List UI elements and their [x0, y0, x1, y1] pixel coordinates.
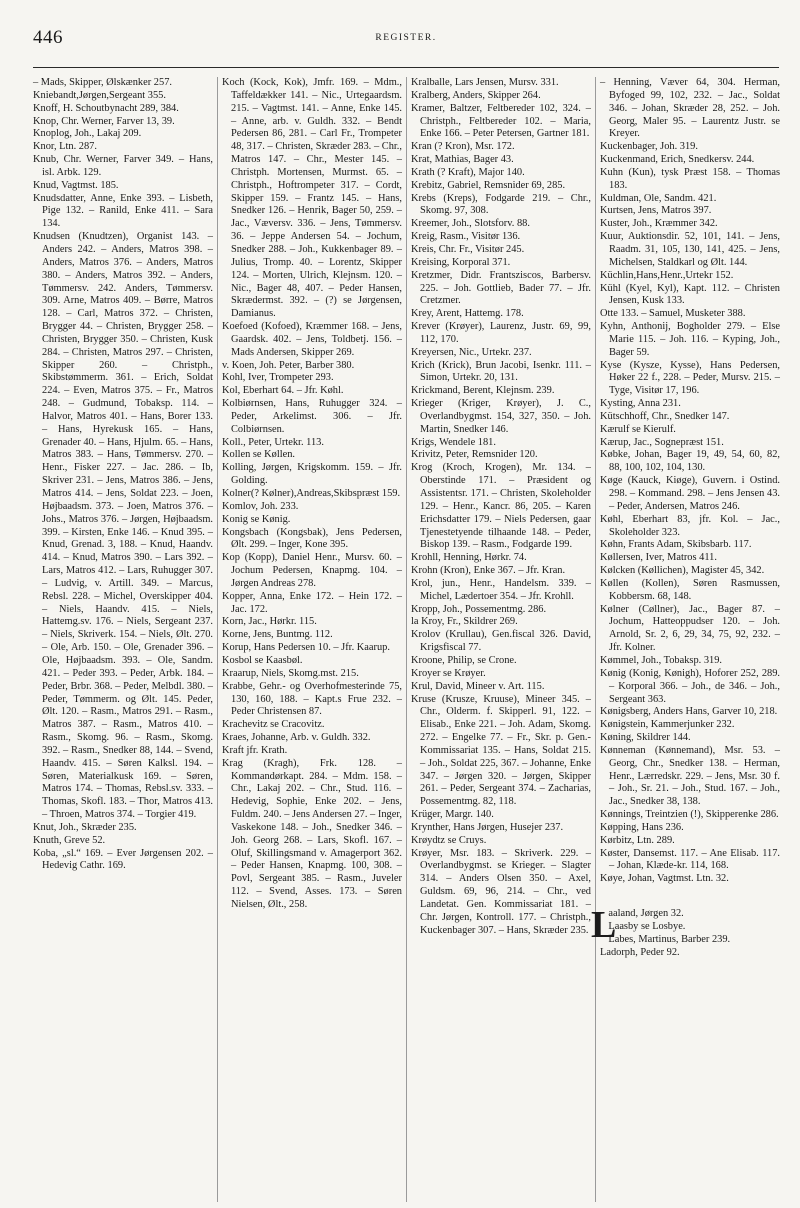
index-entry: Korn, Jac., Hørkr. 115. [222, 616, 317, 628]
index-entry: Kuster, Joh., Kræmmer 342. [600, 218, 718, 230]
index-entry: Krohn (Kron), Enke 367. – Jfr. Kran. [411, 565, 566, 577]
index-entry: Kørbitz, Ltn. 289. [600, 834, 675, 846]
section-initial: L [591, 904, 617, 947]
index-entry: Krog (Kroch, Krogen), Mr. 134. – Oberstinde 171. – Præsident og Assistentsr. 171. – Christen, Skoleholder 129. – Henr., Kancr. 86, 205. – Karen Erichsdatter 179. – Niels Pedersen, gaar Tjenestetyende tilhaande 148. – Peder, Biskop 139. – Rasm., Fodgarde 199. [411, 462, 591, 551]
index-entry: Krag (Kragh), Frk. 128. – Kommandørkapt. 284. – Mdm. 158. – Chr., Lakaj 202. – Chr., Stud. 116. – Hedevig, Sophie, Enke 202. – Jens, Fuldm. 240. – Jens Andersen 27. – Inger, Vaskekone 148. – Joh., Snedker 346. – Joh. Georg 268. – Lars, Skofl. 167. – Oluf, Skillingsmand v. Amagerport 362. – Peder Hansen, Knapmg. 100, 308. – Povl, Sergeant 385. – Rasm., Juveler 112. – Svend, Asses. 173. – Søren Nielsen, Ølt., 258. [222, 757, 402, 910]
index-entry: Kralberg, Anders, Skipper 264. [411, 89, 541, 101]
index-entry: Kran (? Kron), Msr. 172. [411, 141, 515, 153]
index-entry: Kølcken (Køllichen), Magister 45, 342. [600, 565, 765, 577]
index-entry: Kønigstein, Kammerjunker 232. [600, 719, 735, 731]
index-entry: Kop (Kopp), Daniel Henr., Mursv. 60. – Jochum Pedersen, Knapmg. 104. – Jørgen Andreas 278. [222, 552, 402, 589]
index-entry: Kønig (Konig, Kønigh), Hoforer 252, 289. – Korporal 366. – Joh., de 346. – Joh., Sergeant 363. [600, 667, 780, 705]
section-l [591, 904, 780, 959]
index-columns [33, 77, 779, 1202]
index-entry: Kroone, Philip, se Crone. [411, 654, 517, 666]
index-entry: Køhn, Frants Adam, Skibsbarb. 117. [600, 539, 752, 551]
index-entry: Kuckenmand, Erich, Snedkersv. 244. [600, 154, 755, 166]
index-entry: Kuldman, Ole, Sandm. 421. [600, 192, 717, 204]
index-entry: Knor, Ltn. 287. [33, 141, 97, 153]
page-header [33, 27, 779, 49]
index-entry: Kohl, Iver, Trompeter 293. [222, 372, 334, 384]
index-entry: Kysting, Anna 231. [600, 398, 681, 410]
index-entry: Kramer, Baltzer, Feltbereder 102, 324. – Christph., Feltbereder 102. – Maria, Enke 166. – Peter Petersen, Gartner 181. [411, 102, 591, 140]
index-column-4 [591, 77, 780, 1202]
index-entry: Korne, Jens, Buntmg. 112. [222, 629, 333, 641]
index-entry: Koch (Kock, Kok), Jmfr. 169. – Mdm., Taffeldækker 141. – Nic., Urtegaardsm. 215. – Vagtmst. 141. – Anne, Enke 145. – Anne, arb. v. Guldh. 332. – Bendt Pedersen 86, 281. – Carl Fr., Trompeter 48, 317. – Christen, Skræder 283. – Chr., Matros 147. – Chr., Mester 145. – Christph. Mortensen, Murmst. 65. – Christph., Hoftrompeter 317. – Cordt, Skipper 159. – Frantz 145. – Hans, Snedker 126. – Henrik, Bager 50, 259. – Jac., Væversv. 336. – Jens, Tømmersv. 36. – Jeppe Andersen 54. – Jochum, Snedker 288. – Joh., Kukkenbager 89. – Julius, Tromp. 40. – Lorentz, Skipper 124. – Morten, Ulrich, Klejnsm. 120. – Nic., Bager 48, 407. – Peder Hansen, Skrædermst. 392. – (?) se Jørgensen, Damianus. [222, 77, 402, 320]
index-entry: Krieger (Kriger, Krøyer), J. C., Overlandbygmst. 154, 327, 350. – Joh. Martin, Snedker 146. [411, 398, 591, 435]
index-entry-text: aaland, Jørgen 32. [608, 908, 684, 920]
index-entry: Krøyer, Msr. 183. – Skriverk. 229. – Overlandbygmst. se Krieger. – Slagter 314. – Anders Olsen 350. – Axel, Guldsm. 69, 96, 214. – Chr., ved Landetat. Gen. Kommissariat 181. – Chr. Jørgen, Kontroll. 177. – Christph., Kuckenbager 307. – Hans, Skræder 235. [411, 847, 591, 936]
index-entry: Kuur, Auktionsdir. 52, 101, 141. – Jens, Raadm. 31, 105, 130, 141, 425. – Jens, Michelsen, Staldkarl og Ølt. 144. [600, 231, 780, 268]
index-entry: Kuckenbager, Joh. 319. [600, 141, 698, 153]
index-entry: Kütschhoff, Chr., Snedker 147. [600, 410, 730, 422]
index-column-2 [222, 77, 402, 1202]
index-entry: Kønneman (Kønnemand), Msr. 53. – Georg, Chr., Snedker 138. – Herman, Henr., Lærredskr. 229. – Jens, Msr. 30 f. – Joh., Sr. 21. – Joh., Stud. 167. – Joh., Jac., Snedker 38, 138. [600, 744, 780, 808]
index-entry: Køllersen, Iver, Matros 411. [600, 552, 717, 564]
index-entry: Krüger, Margr. 140. [411, 809, 494, 821]
index-entry: Knudsen (Knudtzen), Organist 143. – Anders 242. – Anders, Matros 398. – Anders, Matros 376. – Anders, Matros 380. – Anders, Matros 392. – Anders, Tømmersv. 242. Anders, Tømmersv. 309. Arne, Matros 409. – Børre, Matros 128. – Carl, Matros 372. – Christen, Brygger 44. – Christen, Brygger 258. – Christen, Brygger 350. – Christen, Kusk 284. – Christen, Matros 297. – Christen, Skipper 260. – Christph., Skibstømmerm. 361. – Erich, Soldat 224. – Even, Matros 375. – Fr., Matros 248. – Gudmund, Tobaksp. 114. – Halvor, Matros 401. – Hans, Borer 133. – Hans, Hyrekusk 165. – Hans, Grenader 40. – Hans, Hjulm. 65. – Hans, Matros 383. – Hans, Tømmersv. 270. – Henr., Fisker 227. – Jac. 286. – Ib, Skriver 231. – Jens, Matros 386. – Jens, Matros 414. – Jens, Soldat 223. – Joen, Højbaadsm. 373. – Joen, Matros 376. – Johs., Matros 376. – Jørgen, Højbaadsm. 399. – Kirsten, Enke 146. – Knud 395. – Knud, Grenad. 3, 188. – Knud, Haandv. 414. – Knud, Matros 390. – Lars 392. – Lars, Matros 412. – Lars, Ruhugger 307. – Ludvig, v. Artill. 349. – Marcus, Rebsl. 228. – Michel, Overskipper 404. – Niels, Haandv. 415. – Niels, Hattemg.sv. 176. – Niels, Sergeant 237. – Niels, Skriverk. 154. – Niels, Ølt. 270. – Ole, Arb. 150. – Ole, Grenader 396. – Ole, Højbaadsm. 393. – Ole, Sandm. 421. – Peder 393. – Peder, Arbk. 184. – Peder, Brbr. 368. – Peder, Melbdl. 380. – Peder, Tømmerm. og Ølt. 145. Peder, Ølt. 120. – Rasm., Matros 291. – Rasm., Matros 387. – Rasm., Matros 410. – Rasm., Skomg. 96. – Rasm., Skomg. 392. – Rasm., Snedker 88, 144. – Svend, Haandv. 415. – Søren Kalksl. 194. – Søren, Materialkusk 169. – Søren, Matros 174. – Thomas, Rebsl.sv. 333. – Thomas, Skofl. 183. – Thor, Matros 413. – Throen, Matros 374. – Torgier 419. [33, 231, 213, 821]
index-entry: Kopper, Anna, Enke 172. – Hein 172. – Jac. 172. [222, 590, 402, 615]
index-entry: Krachevitz se Cracovitz. [222, 719, 325, 731]
index-entry: Kosbol se Kaasbøl. [222, 654, 303, 666]
index-entry: Labes, Martinus, Barber 239. [608, 933, 731, 945]
index-entry: v. Koen, Joh. Peter, Barber 380. [222, 359, 355, 371]
index-entry: Kollen se Køllen. [222, 449, 296, 461]
index-entry: Laasby se Losbye. [608, 921, 686, 932]
index-entry: Kruse (Krusze, Kruuse), Mineer 345. – Chr., Olderm. f. Skipperl. 91, 122. – Elisab., Enke 221. – Joh. Adam, Skomg. 272. – Engelke 77. – Fr., Skr. p. Gen.-Kommissariat 135. – Hans, Soldat 215. – Joh., Soldat 225, 367. – Johanne, Enke 347. – Jørgen 320. – Jørgen, Skipper 261. – Peder, Sergeant 374. – Zacharias, Possementmg. 82, 118. [411, 693, 591, 808]
index-entry: Kyse (Kysze, Kysse), Hans Pedersen, Høker 22 f., 228. – Peder, Mursv. 215. – Tyge, Visitør 17, 196. [600, 359, 780, 397]
index-entry: Køye, Johan, Vagtmst. Ltn. 32. [600, 873, 729, 885]
index-entry: Kølner (Cøllner), Jac., Bager 87. – Jochum, Hatteoppudser 120. – Joh. Arnold, Sr. 2, 6, 29, 34, 75, 92, 232. – Jfr. Kolner. [600, 603, 780, 654]
index-entry: la Kroy, Fr., Skildrer 269. [411, 616, 518, 628]
index-entry: Køpping, Hans 236. [600, 821, 684, 833]
column-divider [217, 77, 218, 1202]
header-rule [33, 67, 779, 68]
index-entry: Krul, David, Mineer v. Art. 115. [411, 680, 545, 692]
index-entry: Konig se Kønig. [222, 513, 291, 525]
index-entry: Knop, Chr. Werner, Farver 13, 39. [33, 115, 175, 127]
index-entry: Knub, Chr. Werner, Farver 349. – Hans, isl. Arbk. 129. [33, 154, 213, 178]
index-entry: Küchlin,Hans,Henr.,Urtekr 152. [600, 269, 734, 281]
index-entry: Kærup, Jac., Sognepræst 151. [600, 436, 724, 448]
index-entry: Kol, Eberhart 64. – Jfr. Køhl. [222, 385, 344, 397]
index-column-3 [411, 77, 591, 1202]
index-entry: Kønnings, Treintzien (!), Skipperenke 286. [600, 809, 779, 821]
index-entry: Kongsbach (Kongsbak), Jens Pedersen, Ølt. 299. – Inger, Kone 395. [222, 526, 402, 551]
index-entry: Koba, „sl.“ 169. – Ever Jørgensen 202. – Hedevig Cathr. 169. [33, 847, 213, 872]
index-entry: Krich (Krick), Brun Jacobi, Isenkr. 111. – Simon, Urtekr. 20, 131. [411, 359, 591, 384]
index-entry: Krynther, Hans Jørgen, Husejer 237. [411, 821, 564, 833]
index-entry: Kretzmer, Didr. Frantsziscos, Barbersv. 225. – Joh. Gottlieb, Bader 77. – Jfr. Cretzmer. [411, 269, 591, 307]
index-entry: Kralballe, Lars Jensen, Mursv. 331. [411, 77, 559, 88]
index-column-1 [33, 77, 213, 1202]
index-entry: Komlov, Joh. 233. [222, 500, 299, 512]
index-entry: Kolbiørnsen, Hans, Ruhugger 324. – Peder, Arkelimst. 306. – Jfr. Colbiørnsen. [222, 398, 402, 435]
index-entry: Kreig, Rasm., Visitør 136. [411, 231, 521, 243]
index-entry: Krebs (Kreps), Fodgarde 219. – Chr., Skomg. 97, 308. [411, 192, 591, 217]
index-entry: Kraes, Johanne, Arb. v. Guldh. 332. [222, 732, 371, 744]
index-entry: Ladorph, Peder 92. [600, 946, 680, 958]
index-entry: Knoff, H. Schoutbynacht 289, 384. [33, 102, 179, 114]
index-entry: Koefoed (Kofoed), Kræmmer 168. – Jens, Gaardsk. 402. – Jens, Toldbetj. 156. – Mads Andersen, Skipper 269. [222, 321, 402, 358]
index-entry: Kurtsen, Jens, Matros 397. [600, 205, 712, 217]
index-entry: – Henning, Væver 64, 304. Herman, Byfoged 99, 102, 232. – Jac., Soldat 346. – Johan, Skræder 28, 252. – Joh. Georg, Maler 95. – Laurentz Justr. se Kreyer. [600, 77, 780, 140]
index-entry: Køning, Skildrer 144. [600, 732, 691, 744]
index-entry: Kolling, Jørgen, Krigskomm. 159. – Jfr. Golding. [222, 462, 402, 487]
index-entry: Kreising, Korporal 371. [411, 256, 511, 268]
index-entry: Korup, Hans Pedersen 10. – Jfr. Kaarup. [222, 642, 390, 654]
index-entry: Kraarup, Niels, Skomg.mst. 215. [222, 667, 359, 679]
index-entry: Køge (Kauck, Kiøge), Guvern. i Ostind. 298. – Kommand. 298. – Jens Jensen 43. – Peder, Andersen, Matros 246. [600, 475, 780, 512]
index-entry: Knut, Joh., Skræder 235. [33, 821, 137, 833]
index-entry: Kreyersen, Nic., Urtekr. 237. [411, 346, 532, 358]
index-entry: Kyhn, Anthonij, Bogholder 279. – Else Marie 115. – Joh. 116. – Kyping, Joh., Bager 59. [600, 321, 780, 358]
index-entry: Krey, Arent, Hattemg. 178. [411, 308, 524, 320]
index-entry: Krebitz, Gabriel, Remsnider 69, 285. [411, 179, 566, 191]
index-entry: – Mads, Skipper, Ølskænker 257. [33, 77, 172, 88]
index-entry: Krickmand, Berent, Klejnsm. 239. [411, 385, 555, 397]
index-entry: Kropp, Joh., Possementmg. 286. [411, 603, 547, 615]
index-entry: Køllen (Kollen), Søren Rasmussen, Kobbersm. 68, 148. [600, 577, 780, 602]
index-entry: Køhl, Eberhart 83, jfr. Kol. – Jac., Skoleholder 323. [600, 513, 780, 538]
index-entry: Otte 133. – Samuel, Musketer 388. [600, 308, 746, 320]
index-entry: Kroyer se Krøyer. [411, 667, 486, 679]
index-entry: Købke, Johan, Bager 19, 49, 54, 60, 82, 88, 100, 102, 104, 130. [600, 449, 780, 474]
index-entry: Kønigsberg, Anders Hans, Garver 10, 218. [600, 706, 778, 718]
index-entry: Krabbe, Gehr.- og Overhofmesterinde 75, 130, 160, 188. – Kapt.s Frue 232. – Peder Christensen 87. [222, 680, 402, 718]
index-entry: Koll., Peter, Urtekr. 113. [222, 436, 324, 448]
index-entry: Krat, Mathias, Bager 43. [411, 154, 514, 166]
index-entry: Krivitz, Peter, Remsnider 120. [411, 449, 538, 461]
column-divider [595, 77, 596, 1202]
index-entry: Knoplog, Joh., Lakaj 209. [33, 128, 142, 140]
running-title: REGISTER. [375, 33, 437, 43]
index-entry: Knuth, Greve 52. [33, 834, 106, 846]
column-divider [406, 77, 407, 1202]
page-number: 446 [33, 27, 63, 48]
index-entry: Krath (? Kraft), Major 140. [411, 166, 525, 178]
index-entry: Krever (Krøyer), Laurenz, Justr. 69, 99, 112, 170. [411, 321, 591, 345]
index-entry: Kolner(? Kølner),Andreas,Skibspræst 159. [222, 488, 401, 499]
index-entry: Kreemer, Joh., Slotsforv. 88. [411, 218, 530, 230]
index-entry: Krol, jun., Henr., Handelsm. 339. – Michel, Lædertoer 354. – Jfr. Krohll. [411, 577, 591, 602]
index-entry: Krohll, Henning, Hørkr. 74. [411, 552, 527, 564]
index-entry: Kniebandt,Jørgen,Sergeant 355. [33, 89, 166, 101]
index-entry: Knud, Vagtmst. 185. [33, 179, 119, 191]
index-entry: Kærulf se Kierulf. [600, 423, 676, 435]
index-entry: Kühl (Kyel, Kyl), Kapt. 112. – Christen Jensen, Kusk 133. [600, 282, 780, 307]
index-entry: Krigs, Wendele 181. [411, 436, 496, 448]
index-entry: Kraft jfr. Krath. [222, 744, 288, 756]
index-entry: Kuhn (Kun), tysk Præst 158. – Thomas 183. [600, 166, 780, 191]
index-entry: Knudsdatter, Anne, Enke 393. – Lisbeth, Pige 132. – Ranild, Enke 411. – Sara 134. [33, 192, 213, 230]
index-entry: Krolov (Krullau), Gen.fiscal 326. David, Krigsfiscal 77. [411, 629, 591, 654]
index-entry: Kømmel, Joh., Tobaksp. 319. [600, 654, 723, 666]
index-entry: Køster, Dansemst. 117. – Ane Elisab. 117. – Johan, Klæde-kr. 114, 168. [600, 847, 780, 872]
index-entry: Kreis, Chr. Fr., Visitør 245. [411, 243, 525, 255]
index-entry: Krøydtz se Cruys. [411, 834, 487, 846]
